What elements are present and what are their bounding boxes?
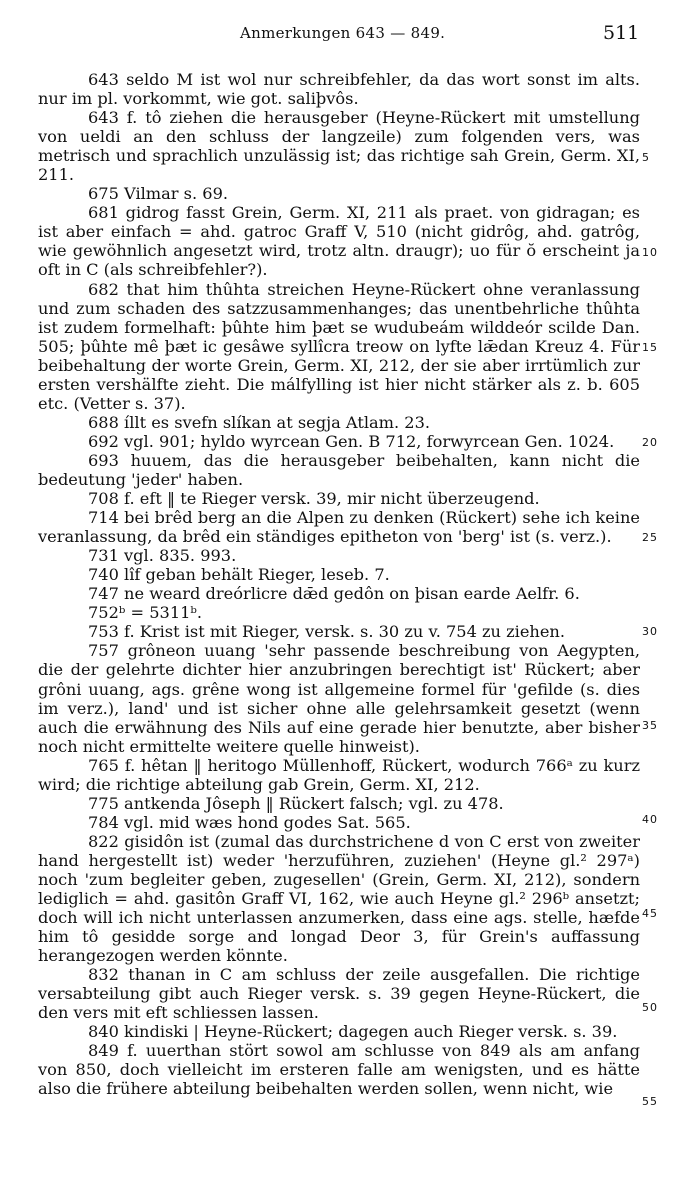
note-paragraph: 682 that him thûhta streichen Heyne-Rückert ohne veranlassung und zum schaden des satzzusammenhanges; das unentbehrliche thûhta ist zudem formelhaft: þûhte him þæt se wudubeám wilddeór scilde Dan. 505; þûhte mê þæt ic gesâwe syllîcra treow on lyfte lǣdan Kreuz 4. Für beibehaltung der worte Grein, Germ. XI, 212, der sie aber irrtümlich zur ersten vershälfte zieht. Die málfylling ist hier nicht stärker als z. b. 605 etc. (Vetter s. 37). — [38, 279, 640, 413]
note-paragraph: 832 thanan in C am schluss der zeile ausgefallen. Die richtige versabteilung gibt auch Rieger versk. s. 39 gegen Heyne-Rückert, die den vers mit eft schliessen lassen. — [38, 965, 640, 1023]
running-head: Anmerkungen 643 — 849. — [240, 24, 446, 42]
line-number: 20 — [642, 436, 658, 449]
note-paragraph: 822 gisidôn ist (zumal das durchstrichene d von C erst von zweiter hand hergestellt ist) weder 'herzuführen, zuziehen' (Heyne gl.² 297ᵃ) noch 'zum begleiter geben, zugesellen' (Grein, Germ. XI, 212), sondern lediglich = ahd. gasitôn Graff VI, 162, wie auch Heyne gl.² 296ᵇ ansetzt; doch will ich nicht unterlassen anzumerken, dass eine ags. stelle, hæfde him tô gesidde sorge and longad Deor 3, für Grein's auffassung herangezogen werden könnte. — [38, 831, 640, 966]
note-paragraph: 643 f. tô ziehen die herausgeber (Heyne-Rückert mit umstellung von ueldi an den schluss der langzeile) zum folgenden vers, was metrisch und sprachlich unzulässig ist; das richtige sah Grein, Germ. XI, 211. — [38, 108, 640, 185]
note-paragraph: 747 ne weard dreórlicre dǣd gedôn on þisan earde Aelfr. 6. — [88, 584, 580, 604]
note-paragraph: 675 Vilmar s. 69. — [88, 184, 229, 204]
notes-body — [38, 70, 640, 1099]
line-number: 35 — [642, 719, 658, 732]
line-number: 30 — [642, 625, 658, 638]
note-paragraph: 775 antkenda Jôseph ‖ Rückert falsch; vgl. zu 478. — [88, 793, 504, 813]
note-paragraph: 693 huuem, das die herausgeber beibehalten, kann nicht die bedeutung 'jeder' haben. — [38, 450, 640, 489]
line-number: 55 — [642, 1095, 658, 1108]
note-paragraph: 849 f. uuerthan stört sowol am schlusse von 849 als am anfang von 850, doch vielleicht im ersteren falle am wenigsten, und es hätte also die frühere abteilung beibehalten werden sollen, wenn nicht, wie — [38, 1041, 640, 1099]
note-paragraph: 752ᵇ = 5311ᵇ. — [88, 603, 203, 623]
note-paragraph: 757 grôneon uuang 'sehr passende beschreibung von Aegypten, die der gelehrte dichter hier anzubringen berechtigt ist' Rückert; aber grôni uuang, ags. grêne wong ist allgemeine formel für 'gefilde (s. dies im verz.), land' und ist sicher ohne alle gelehrsamkeit gesetzt (wenn auch die erwähnung des Nils auf eine gerade hier benutzte, aber bisher noch nicht ermittelte weitere quelle hinweist). — [38, 641, 640, 756]
line-number: 50 — [642, 1001, 658, 1014]
note-paragraph: 708 f. eft ‖ te Rieger versk. 39, mir nicht überzeugend. — [88, 489, 540, 509]
line-number: 15 — [642, 341, 658, 354]
note-paragraph: 692 vgl. 901; hyldo wyrcean Gen. B 712, forwyrcean Gen. 1024. — [88, 431, 615, 451]
note-paragraph: 840 kindiski | Heyne-Rückert; dagegen auch Rieger versk. s. 39. — [88, 1022, 618, 1042]
note-paragraph: 681 gidrog fasst Grein, Germ. XI, 211 als praet. von gidragan; es ist aber einfach = ahd. gatroc Graff V, 510 (nicht gidrôg, ahd. gatrôg, wie gewöhnlich angesetzt wird, trotz altn. draugr); uo für ŏ erscheint ja oft in C (als schreibfehler?). — [38, 203, 640, 280]
page-header — [0, 22, 687, 46]
note-paragraph: 784 vgl. mid wæs hond godes Sat. 565. — [88, 812, 411, 832]
page-number: 511 — [603, 22, 640, 44]
line-number: 40 — [642, 813, 658, 826]
line-number: 5 — [642, 151, 650, 164]
line-number: 25 — [642, 531, 658, 544]
note-paragraph: 643 seldo M ist wol nur schreibfehler, da das wort sonst im alts. nur im pl. vorkommt, wie got. saliþvôs. — [38, 70, 640, 109]
line-number: 45 — [642, 907, 658, 920]
note-paragraph: 731 vgl. 835. 993. — [88, 546, 237, 566]
note-paragraph: 753 f. Krist ist mit Rieger, versk. s. 30 zu v. 754 zu ziehen. — [88, 622, 565, 642]
note-paragraph: 740 lîf geban behält Rieger, leseb. 7. — [88, 565, 390, 585]
line-number: 10 — [642, 246, 658, 259]
note-paragraph: 765 f. hêtan ‖ heritogo Müllenhoff, Rückert, wodurch 766ᵃ zu kurz wird; die richtige abteilung gab Grein, Germ. XI, 212. — [38, 755, 640, 794]
note-paragraph: 714 bei brêd berg an die Alpen zu denken (Rückert) sehe ich keine veranlassung, da brêd ein ständiges epitheton von 'berg' ist (s. verz.). — [38, 508, 640, 547]
note-paragraph: 688 íllt es svefn slíkan at segja Atlam. 23. — [88, 412, 431, 432]
